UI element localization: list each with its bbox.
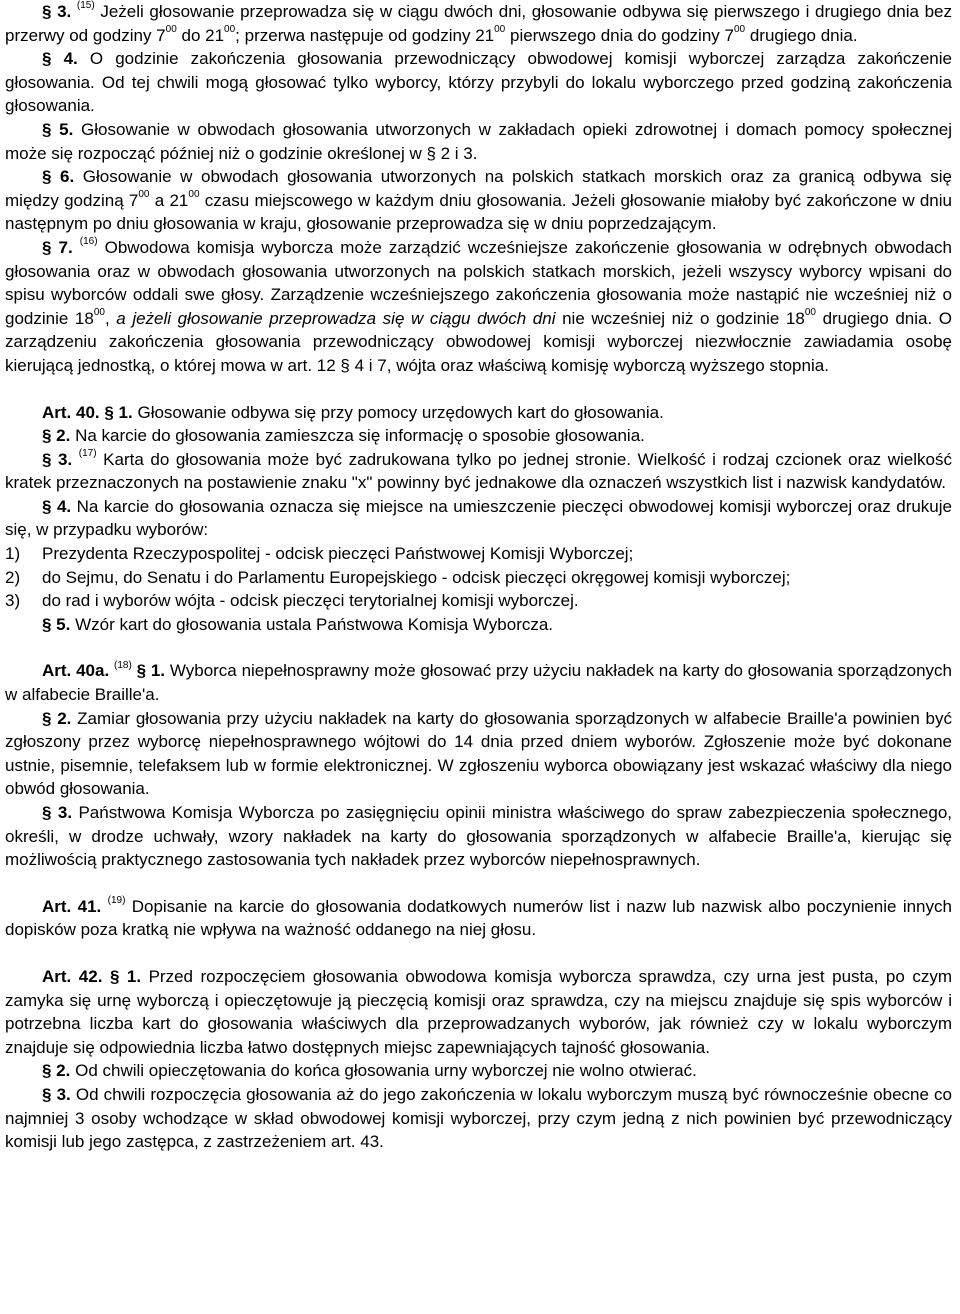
footnote-ref: (15) [76, 0, 95, 12]
paragraph-5: § 5. Głosowanie w obwodach głosowania utworzonych w zakładach opieki zdrowotnej i domach pomocy społecznej może się rozpocząć później niż o godzinie określonej w § 2 i 3. [5, 119, 952, 163]
article-40-paragraph-3: § 3. $^{(17)}$ Karta do głosowania może być zadrukowana tylko po jednej stronie. Wielkość i rodzaj czcionek oraz wielkość kratek przeznaczonych na postawienie znaku "x" powinny być jednakowe dla oznaczeń wszystkich list i nazwisk kandydatów. [5, 448, 952, 493]
section-number: § 3. [42, 803, 73, 822]
article-40-paragraph-5: § 5. Wzór kart do głosowania ustala Państwowa Komisja Wyborcza. [42, 614, 554, 634]
article-heading: Art. 42. [42, 966, 103, 986]
article-heading: Art. 41. [42, 896, 102, 916]
election-type-list [5, 542, 952, 613]
footnote-ref: (19) [107, 895, 126, 907]
footnote-ref: (16) [79, 236, 98, 248]
paragraph-7: § 7. $^{(16)}$ Obwodowa komisja wyborcza może zarządzić wcześniejsze zakończenie głosowania w odrębnych obwodach głosowania oraz w obwodach głosowania utworzonych na polskich statkach morskich, jeżeli wszyscy wyborcy wpisani do spisu wyborców oddali swe głosy. Zarządzenie wcześniejszego zakończenia głosowania może nastąpić nie wcześniej niż o godzinie $18^{00}$, a jeżeli głosowanie przeprowadza się w ciągu dwóch dni nie wcześniej niż o godzinie $18^{00}$ drugiego dnia. O zarządzeniu zakończenia głosowania przewodniczący obwodowej komisji wyborczej niezwłocznie zawiadamia osobę kierującą jednostką, o której mowa w art. 12 § 4 i 7, wójta oraz właściwą komisję wyborczą wyższego stopnia. [5, 236, 952, 375]
footnote-ref: (18) [113, 659, 132, 671]
section-number: § 2. [42, 1061, 71, 1081]
article-40a-paragraph-3: § 3. Państwowa Komisja Wyborcza po zasięgnięciu opinii ministra właściwego do spraw zabezpieczenia społecznego, określi, w drodze uchwały, wzory nakładek na karty do głosowania sporządzonych w alfabecie Braille'a, kierując się możliwością praktycznego zastosowania tych nakładek przez wyborców niepełnosprawnych. [5, 803, 953, 870]
article-40a-paragraph-1: Art. 40a. $^{(18)}$ § 1. Wyborca niepełnosprawny może głosować przy użyciu nakładek na karty do głosowania sporządzonych w alfabecie Braille'a. [5, 659, 953, 705]
list-item: 2) do Sejmu, do Senatu i do Parlamentu Europejskiego - odcisk pieczęci okręgowej komisji wyborczej; [5, 567, 791, 587]
section-number: § 3. [42, 2, 72, 21]
section-number: § 1. [136, 661, 166, 681]
section-number: § 3. [42, 1084, 71, 1104]
article-40-paragraph-1: Art. 40. § 1. Głosowanie odbywa się przy pomocy urzędowych kart do głosowania. [42, 402, 664, 422]
section-number: § 2. [42, 708, 72, 728]
list-item: 3) do rad i wyborów wójta - odcisk pieczęci terytorialnej komisji wyborczej. [5, 591, 579, 611]
article-heading: Art. 40. [42, 402, 100, 422]
section-number: § 3. [42, 449, 73, 469]
section-number: § 4. [42, 49, 78, 69]
paragraph-4: § 4. O godzinie zakończenia głosowania przewodniczący obwodowej komisji wyborczej zarządza zakończenie głosowania. Od tej chwili mogą głosować tylko wyborcy, którzy przybyli do lokalu wyborczego przed godziną zakończenia głosowania. [5, 49, 952, 116]
article-42-paragraph-3: § 3. Od chwili rozpoczęcia głosowania aż do jego zakończenia w lokalu wyborczym muszą być równocześnie obecne co najmniej 3 osoby wchodzące w skład obwodowej komisji wyborczej, przy czym jedną z nich powinien być przewodniczący komisji lub jego zastępca, z zastrzeżeniem art. 43. [5, 1084, 952, 1152]
section-number: § 6. [42, 167, 75, 187]
list-item: 1) Prezydenta Rzeczypospolitej - odcisk pieczęci Państwowej Komisji Wyborczej; [5, 544, 634, 564]
section-number: § 1. [109, 966, 142, 986]
article-42-paragraph-2: § 2. Od chwili opieczętowania do końca głosowania urny wyborczej nie wolno otwierać. [42, 1061, 697, 1081]
section-number: § 1. [104, 402, 133, 422]
section-number: § 2. [42, 426, 71, 446]
footnote-ref: (17) [78, 448, 97, 460]
section-number: § 7. [42, 237, 73, 257]
article-heading: Art. 40a. [42, 661, 110, 681]
paragraph-6: § 6. Głosowanie w obwodach głosowania utworzonych na polskich statkach morskich oraz za granicą odbywa się między godziną $7^{00}$ a $21^{00}$ czasu miejscowego w każdym dniu głosowania. Jeżeli głosowanie miałoby być zakończone w dniu następnym po dniu głosowania w kraju, głosowanie przeprowadza się w dniu poprzedzającym. [5, 167, 952, 234]
article-40-paragraph-2: § 2. Na karcie do głosowania zamieszcza się informację o sposobie głosowania. [42, 426, 645, 446]
article-42-paragraph-1: Art. 42. § 1. Przed rozpoczęciem głosowania obwodowa komisja wyborcza sprawdza, czy urna jest pusta, po czym zamyka się urnę wyborczą i opieczętowuje ją pieczęcią komisji oraz sprawdza, czy na miejscu znajduje się spis wyborców i potrzebna liczba kart do głosowania właściwych dla przeprowadzanych wyborów, jak również czy w lokalu wyborczym znajduje się odpowiednia liczba łatwo dostępnych miejsc zapewniających tajność głosowania. [5, 966, 952, 1057]
section-number: § 5. [42, 119, 74, 139]
article-40a-paragraph-2: § 2. Zamiar głosowania przy użyciu nakładek na karty do głosowania sporządzonych w alfabecie Braille'a powinien być zgłoszony przez wyborcę niepełnosprawnego wójtowi do 14 dnia przed dniem wyborów. Zgłoszenie może być dokonane ustnie, pisemnie, telefaksem lub w formie elektronicznej. W zgłoszeniu wyborca obowiązany jest wskazać właściwy dla niego obwód głosowania. [5, 708, 953, 799]
section-number: § 4. [42, 496, 72, 516]
article-41: Art. 41. $^{(19)}$ Dopisanie na karcie do głosowania dodatkowych numerów list i nazw lub nazwisk albo poczynienie innych dopisków poza kratką nie wpływa na ważność oddanego na niej głosu. [5, 895, 952, 940]
paragraph-3: § 3. $^{(15)}$ Jeżeli głosowanie przeprowadza się w ciągu dwóch dni, głosowanie odbywa się pierwszego i drugiego dnia bez przerwy od godziny $7^{00}$ do $21^{00}$; przerwa następuje od godziny $21^{00}$ pierwszego dnia do godziny $7^{00}$ drugiego dnia. [5, 0, 952, 45]
section-number: § 5. [42, 614, 71, 634]
article-40-paragraph-4: § 4. Na karcie do głosowania oznacza się miejsce na umieszczenie pieczęci obwodowej komisji wyborczej oraz drukuje się, w przypadku wyborów: [5, 496, 952, 540]
